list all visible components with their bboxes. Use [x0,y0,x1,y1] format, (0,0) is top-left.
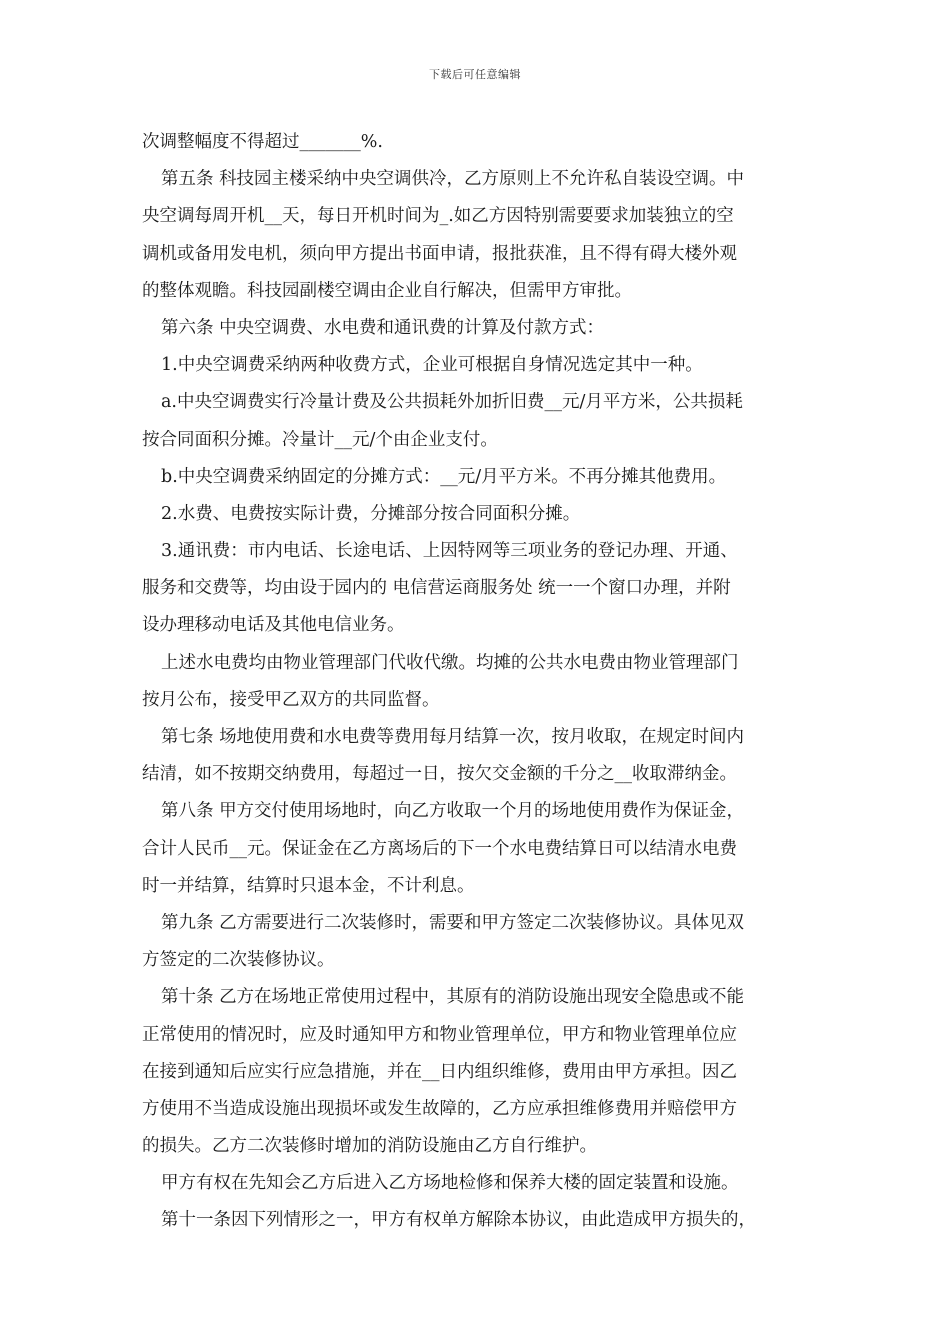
document-line: 次调整幅度不得超过_______%. [142,132,383,152]
document-line: 方使用不当造成设施出现损坏或发生故障的，乙方应承担维修费用并赔偿甲方 [142,1098,737,1119]
document-line: 的整体观瞻。科技园副楼空调由企业自行解决，但需甲方审批。 [142,280,632,301]
document-line: 调机或备用发电机，须向甲方提出书面申请，报批获准，且不得有碍大楼外观 [142,243,737,264]
document-line: 1.中央空调费采纳两种收费方式，企业可根据自身情况选定其中一种。 [161,355,703,376]
document-line: 设办理移动电话及其他电信业务。 [142,615,405,636]
document-body [142,124,814,1240]
document-line: b.中央空调费采纳固定的分摊方式：__元/月平方米。不再分摊其他费用。 [161,466,727,487]
document-line: 在接到通知后应实行应急措施，并在__日内组织维修，费用由甲方承担。因乙 [142,1061,737,1082]
document-line: 2.水费、电费按实际计费，分摊部分按合同面积分摊。 [161,503,581,524]
document-line: 第七条 场地使用费和水电费等费用每月结算一次，按月收取，在规定时间内 [161,727,745,747]
document-line: 结清，如不按期交纳费用，每超过一日，按欠交金额的千分之__收取滞纳金。 [142,764,737,785]
document-line: 服务和交费等，均由设于园内的 电信营运商服务处 统一一个窗口办理，并附 [142,578,731,599]
document-line: 第八条 甲方交付使用场地时，向乙方收取一个月的场地使用费作为保证金， [161,801,745,822]
document-line: 的损失。乙方二次装修时增加的消防设施由乙方自行维护。 [142,1136,597,1157]
document-line: 时一并结算，结算时只退本金，不计利息。 [142,875,475,896]
document-line: a.中央空调费实行冷量计费及公共损耗外加折旧费__元/月平方米，公共损耗 [161,392,743,413]
page-header-note: 下载后可任意编辑 [429,68,521,81]
document-line: 方签定的二次装修协议。 [142,950,335,971]
document-line: 按合同面积分摊。冷量计__元/个由企业支付。 [142,429,498,450]
document-line: 正常使用的情况时，应及时通知甲方和物业管理单位，甲方和物业管理单位应 [142,1024,737,1045]
document-line: 上述水电费均由物业管理部门代收代缴。均摊的公共水电费由物业管理部门 [161,652,739,673]
document-line: 3.通讯费：市内电话、长途电话、上因特网等三项业务的登记办理、开通、 [161,541,738,562]
document-line: 按月公布，接受甲乙双方的共同监督。 [142,689,440,710]
document-line: 甲方有权在先知会乙方后进入乙方场地检修和保养大楼的固定装置和设施。 [161,1173,739,1194]
document-line: 第九条 乙方需要进行二次装修时，需要和甲方签定二次装修协议。具体见双 [161,912,745,933]
document-line: 第五条 科技园主楼采纳中央空调供冷，乙方原则上不允许私自装设空调。中 [161,169,745,190]
document-line: 第六条 中央空调费、水电费和通讯费的计算及付款方式： [161,317,605,338]
document-line: 合计人民币__元。保证金在乙方离场后的下一个水电费结算日可以结清水电费 [142,838,737,859]
document-line: 第十一条因下列情形之一，甲方有权单方解除本协议，由此造成甲方损失的， [161,1210,756,1231]
document-line: 央空调每周开机__天，每日开机时间为_.如乙方因特别需要要求加装独立的空 [142,206,734,227]
document-line: 第十条 乙方在场地正常使用过程中，其原有的消防设施出现安全隐患或不能 [161,987,745,1008]
